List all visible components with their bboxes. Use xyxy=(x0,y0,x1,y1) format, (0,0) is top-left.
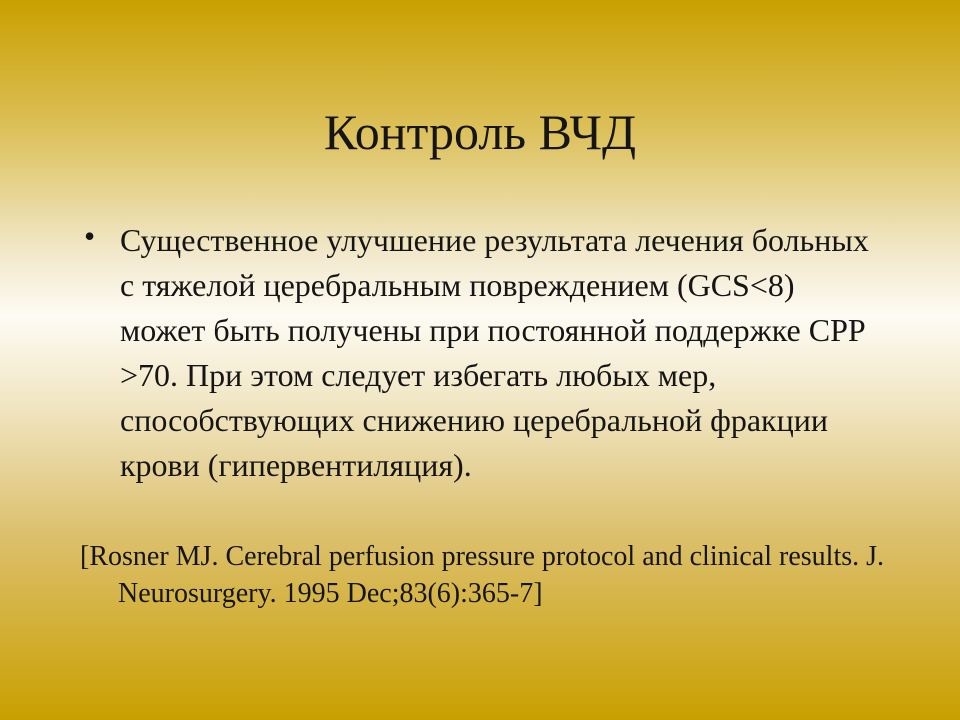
reference-citation: [Rosner MJ. Cerebral perfusion pressure protocol and clinical results. J. Neurosurgery. 1995 Dec;83(6):365-7] xyxy=(80,541,885,609)
bullet-list xyxy=(80,218,880,488)
bullet-item xyxy=(80,218,880,488)
bullet-marker: • xyxy=(84,218,96,254)
bullet-text: Существенное улучшение результата лечения больных с тяжелой церебральным повреждением (GCS<8) может быть получены при постоянной поддержке СРР >70. При этом следует избегать любых мер, способствующих снижению церебральной фракции крови (гипервентиляция). xyxy=(120,222,869,483)
slide-title: Контроль ВЧД xyxy=(323,104,637,160)
